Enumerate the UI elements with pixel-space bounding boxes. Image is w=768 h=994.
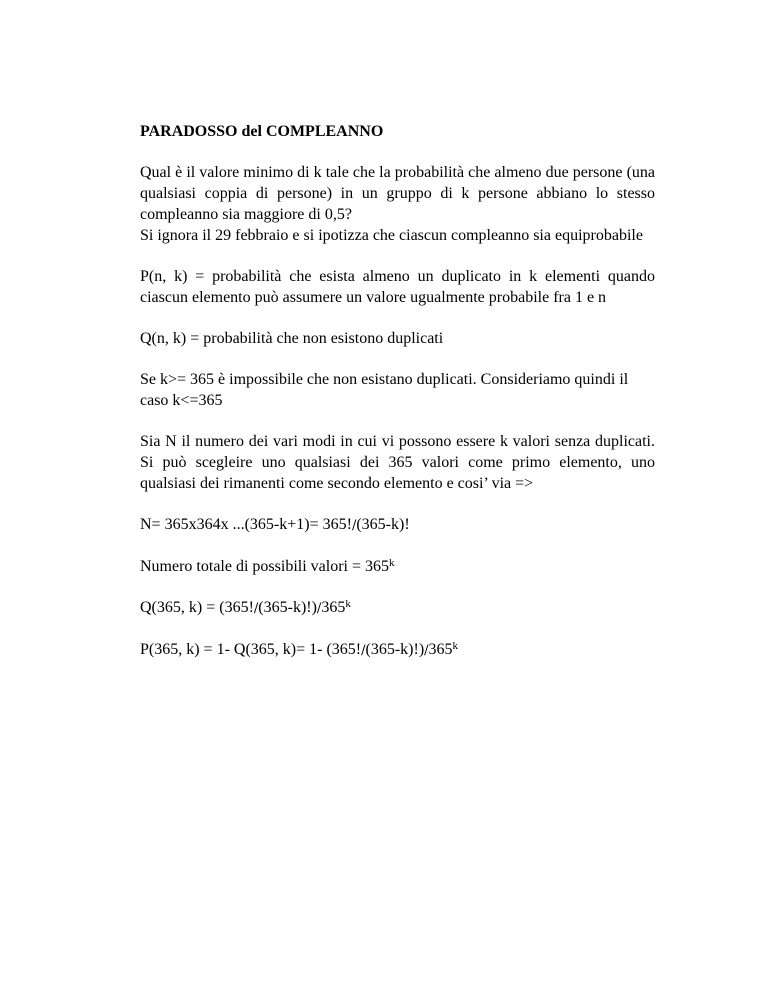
formula-q-part2: (365-k)!) (258, 599, 317, 616)
p-definition: P(n, k) = probabilità che esista almeno un duplicato in k elementi quando ciascun elemento può assumere un valore ugualmente probabile fra 1 e n (140, 268, 655, 306)
formula-q-exponent: k (345, 598, 351, 610)
formula-q-slash1: ∕ (253, 601, 259, 616)
formula-n-lhs: N= 365x364x ...(365-k+1)= 365! (140, 516, 352, 533)
n-definition: Sia N il numero dei vari modi in cui vi possono essere k valori senza duplicati. Si può scegleire uno qualsiasi dei 365 valori come primo elemento, uno qualsiasi dei rimanenti come secondo elemento e cosi’ via => (140, 433, 655, 492)
formula-n (140, 514, 655, 536)
formula-q-part3: 365 (321, 599, 346, 616)
formula-n-slash: ∕ (351, 518, 357, 533)
formula-n-rhs: (365-k)! (356, 516, 410, 533)
case-note: Se k>= 365 è impossibile che non esistano duplicati. Consideriamo quindi il caso k<=365 (140, 371, 629, 409)
formula-p-part3: 365 (428, 641, 453, 658)
document-title: PARADOSSO del COMPLEANNO (140, 123, 384, 140)
question-text: Qual è il valore minimo di k tale che la probabilità che almeno due persone (una qualsiasi coppia di persone) in un gruppo di k persone abbiano lo stesso compleanno sia maggiore di 0,5? (140, 164, 655, 223)
formula-total-exponent: k (389, 557, 395, 569)
formula-q-part1: Q(365, k) = (365! (140, 599, 254, 616)
formula-p (140, 639, 655, 661)
formula-p-slash2: ∕ (424, 643, 429, 658)
problem-statement (140, 162, 655, 246)
assumption-text: Si ignora il 29 febbraio e si ipotizza che ciascun compleanno sia equiprobabile (140, 227, 643, 244)
formula-p-part2: (365-k)!) (365, 641, 425, 658)
document-body (140, 121, 655, 681)
formula-p-slash1: ∕ (361, 643, 366, 658)
formula-p-exponent: k (452, 640, 459, 652)
formula-total-text: Numero totale di possibili valori = 365 (140, 558, 389, 575)
formula-q (140, 597, 655, 619)
formula-p-part1: P(365, k) = 1- Q(365, k)= 1- (365! (140, 641, 362, 658)
formula-q-slash2: ∕ (316, 601, 322, 616)
formula-total (140, 556, 655, 577)
q-definition: Q(n, k) = probabilità che non esistono duplicati (140, 330, 444, 347)
